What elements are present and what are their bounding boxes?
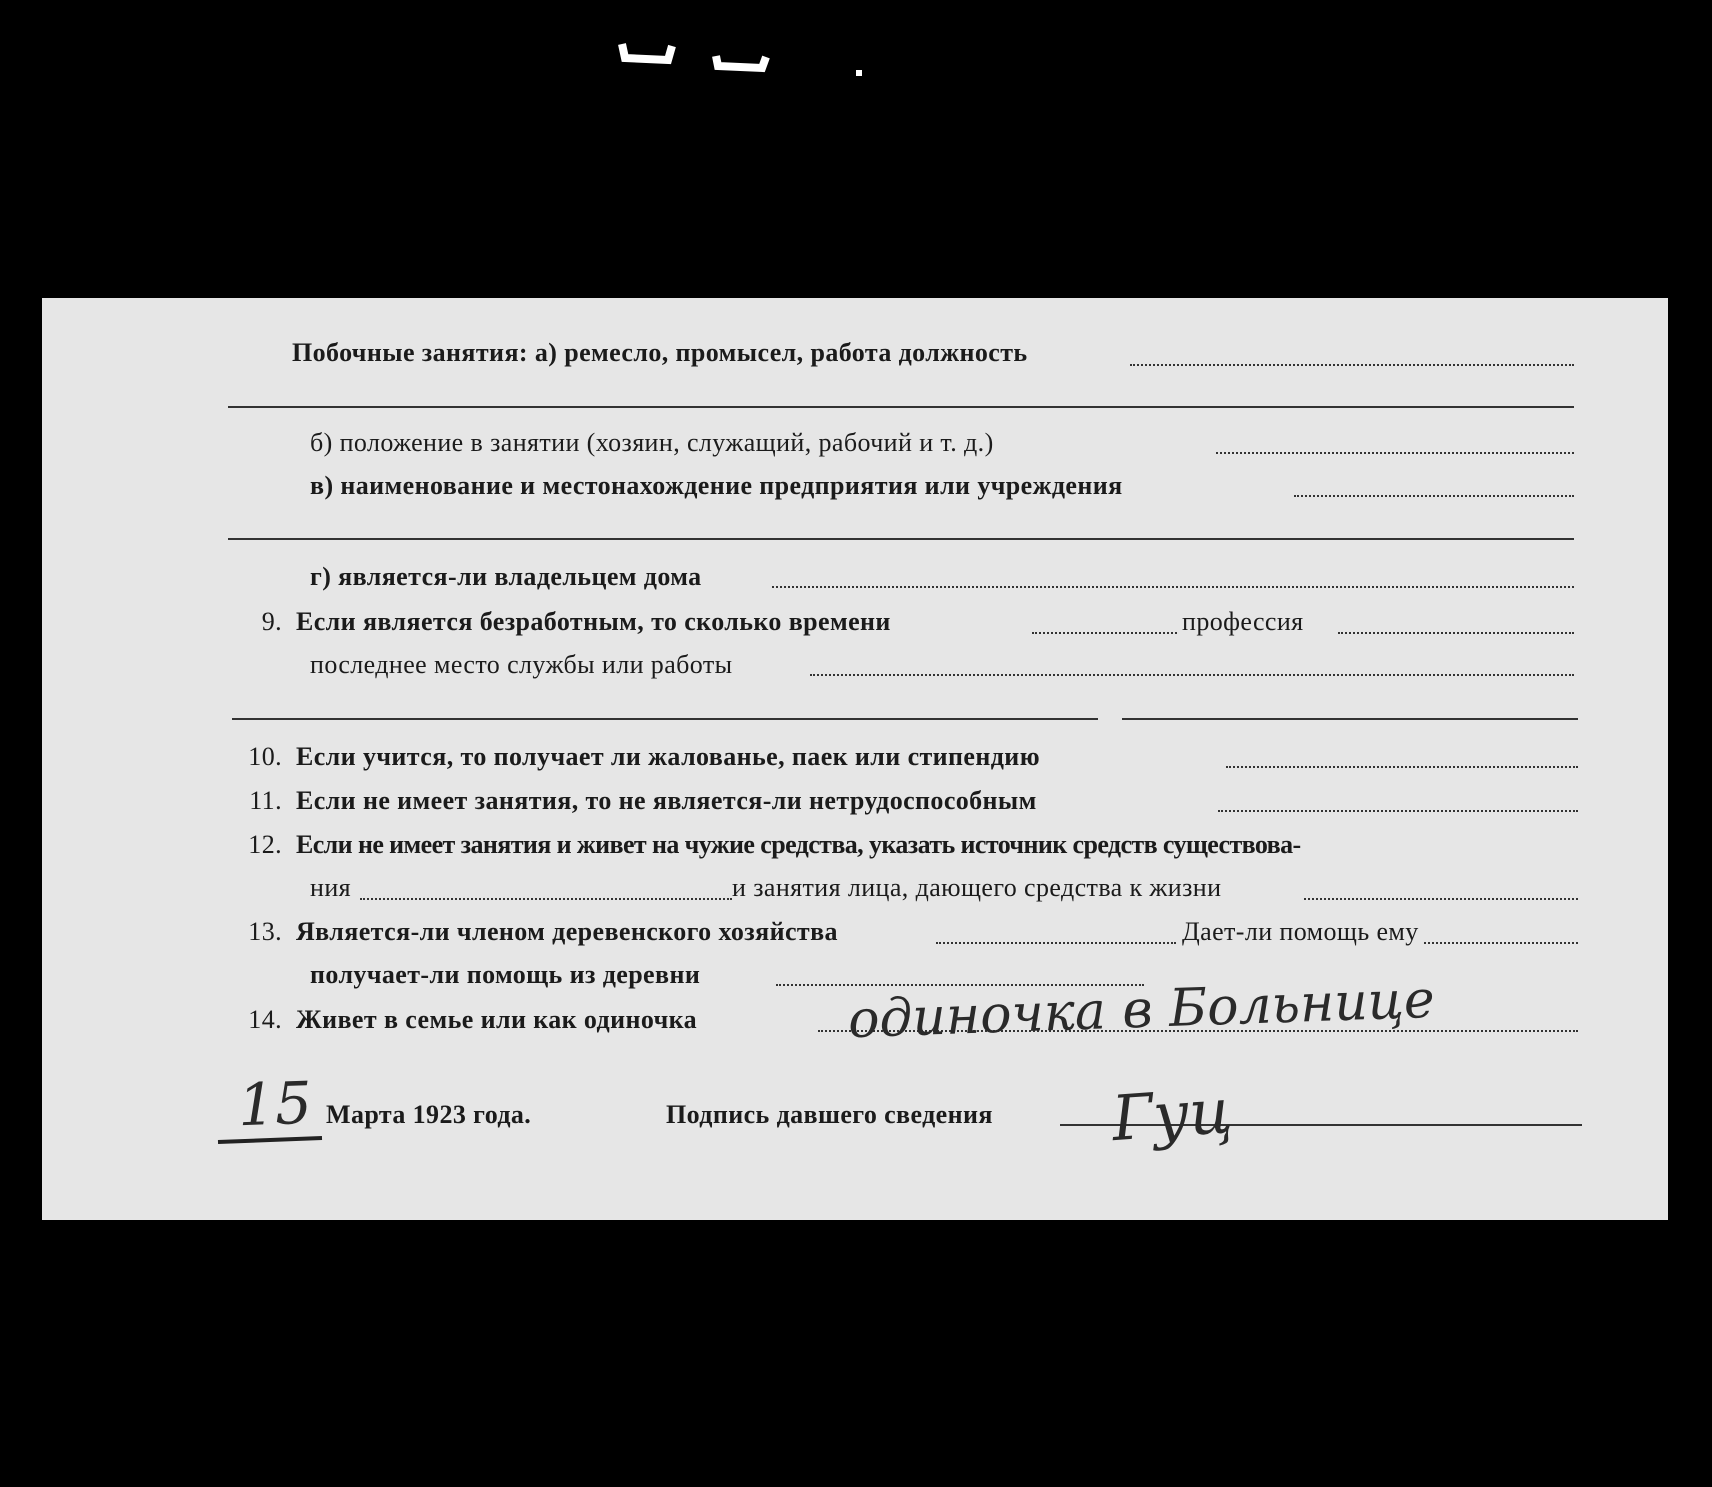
item13-member-line[interactable] [936, 942, 1176, 944]
item14-number: 14. [248, 1005, 282, 1034]
item10-label: Если учится, то получает ли жалованье, паек или стипендию [296, 742, 1040, 771]
item14-handwritten-answer: одиночка в Больнице [847, 969, 1436, 1051]
signature-handwritten: Гуц [1109, 1073, 1235, 1156]
item11-number: 11. [249, 786, 282, 815]
item8-v-label: в) наименование и местонахождение предприятия или учреждения [310, 471, 1123, 500]
item9-last-place-line-2[interactable] [232, 718, 1098, 720]
item13-help-line[interactable] [1424, 942, 1578, 944]
item8-v-answer-line[interactable] [1294, 495, 1574, 497]
item12-label: Если не имеет занятия и живет на чужие средства, указать источник средств существова- [296, 830, 1301, 859]
item9-row [228, 605, 891, 639]
item9-last-place-line-3[interactable] [1122, 718, 1578, 720]
item11-row [228, 784, 1037, 818]
item8-a-label: Побочные занятия: а) ремесло, промысел, работа должность [292, 338, 1028, 367]
item9-last-place-line[interactable] [810, 674, 1574, 676]
item13-receives-label: получает-ли помощь из деревни [310, 960, 701, 989]
date-month-year: Марта 1923 года. [326, 1100, 532, 1129]
item12-continuation-label: ния [310, 873, 351, 902]
item11-answer-line[interactable] [1218, 810, 1578, 812]
item12-occupation-label: и занятия лица, дающего средства к жизни [732, 873, 1222, 902]
item8-b-label: б) положение в занятии (хозяин, служащий, рабочий и т. д.) [310, 428, 994, 457]
item12-row [228, 828, 1301, 862]
item8-a-answer-line-2[interactable] [228, 406, 1574, 408]
item9-label: Если является безработным, то сколько времени [296, 607, 891, 636]
film-sprocket-marks [0, 0, 1712, 300]
item13-help-label: Дает-ли помощь ему [1182, 917, 1419, 946]
item8-g-label: г) является-ли владельцем дома [310, 562, 702, 591]
item11-label: Если не имеет занятия, то не является-ли нетрудоспособным [296, 786, 1037, 815]
item8-v-answer-line-2[interactable] [228, 538, 1574, 540]
item10-number: 10. [248, 742, 282, 771]
item12-source-line[interactable] [360, 898, 732, 900]
item10-answer-line[interactable] [1226, 766, 1578, 768]
item12-number: 12. [248, 830, 282, 859]
item14-label: Живет в семье или как одиночка [296, 1005, 698, 1034]
signature-label: Подпись давшего сведения [666, 1100, 993, 1129]
date-day-handwritten: 15 [236, 1068, 313, 1140]
item9-profession-label: профессия [1182, 607, 1304, 636]
item9-last-place-label: последнее место службы или работы [310, 650, 733, 679]
item9-duration-line[interactable] [1032, 632, 1177, 634]
item13-label: Является-ли членом деревенского хозяйства [296, 917, 838, 946]
item8-g-answer-line[interactable] [772, 586, 1574, 588]
item14-row [228, 1003, 697, 1037]
item9-number: 9. [261, 607, 282, 636]
census-form-card [42, 298, 1668, 1220]
item9-profession-line[interactable] [1338, 632, 1574, 634]
item8-b-answer-line[interactable] [1216, 452, 1574, 454]
item13-number: 13. [248, 917, 282, 946]
item12-occupation-line[interactable] [1304, 898, 1578, 900]
item8-a-answer-line[interactable] [1130, 364, 1574, 366]
item13-row [228, 915, 838, 949]
item10-row [228, 740, 1040, 774]
